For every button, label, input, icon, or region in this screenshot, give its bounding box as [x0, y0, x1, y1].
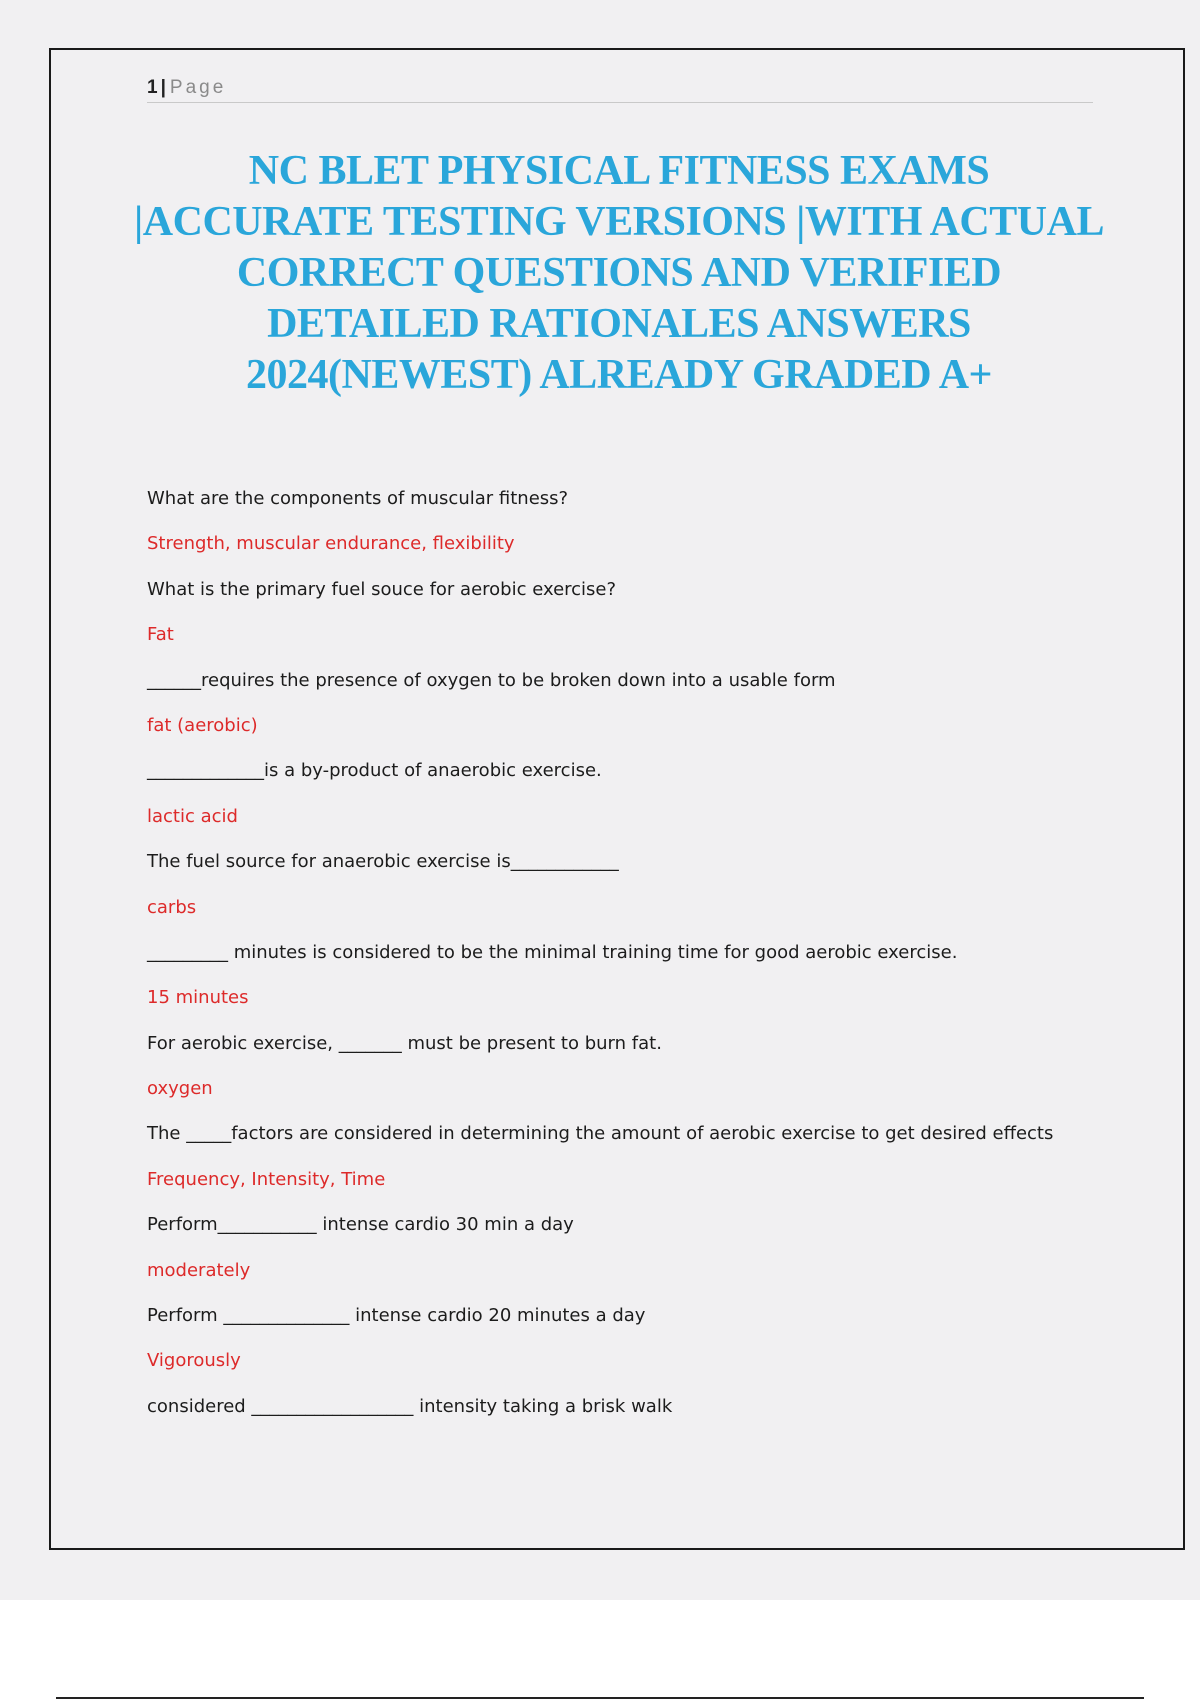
question-11: considered __________________ intensity taking a brisk walk [147, 1395, 673, 1417]
question-1: What are the components of muscular fitness? [147, 488, 569, 509]
question-9: Perform___________ intense cardio 30 min a day [147, 1214, 574, 1236]
page-header [147, 74, 1093, 103]
question-2: What is the primary fuel souce for aerobic exercise? [147, 578, 617, 600]
answer-7: oxygen [147, 1078, 213, 1100]
document-page [49, 48, 1185, 1550]
answer-6: 15 minutes [147, 987, 249, 1009]
answer-1: Strength, muscular endurance, flexibility [147, 533, 515, 555]
answer-9: moderately [147, 1259, 251, 1281]
question-6: _________ minutes is considered to be the minimal training time for good aerobic exercise. [147, 941, 958, 963]
question-4: _____________is a by-product of anaerobic exercise. [147, 760, 602, 782]
answer-8: Frequency, Intensity, Time [147, 1168, 386, 1190]
answer-4: lactic acid [147, 805, 238, 827]
question-10: Perform ______________ intense cardio 20 minutes a day [147, 1305, 646, 1327]
question-5: The fuel source for anaerobic exercise is____________ [147, 851, 619, 873]
answer-2: Fat [147, 624, 174, 646]
page-header-separator: | [160, 77, 166, 98]
page-number: 1 [147, 77, 158, 98]
answer-10: Vigorously [147, 1350, 241, 1372]
next-page-rule [56, 1697, 1144, 1699]
qa-list [147, 487, 1137, 1440]
question-3: ______requires the presence of oxygen to be broken down into a usable form [147, 669, 836, 691]
answer-5: carbs [147, 896, 197, 918]
question-7: For aerobic exercise, _______ must be present to burn fat. [147, 1032, 662, 1054]
page-label: Page [169, 77, 227, 98]
document-title: NC BLET PHYSICAL FITNESS EXAMS |ACCURATE TESTING VERSIONS |WITH ACTUAL CORRECT QUESTIONS AND VERIFIED DETAILED RATIONALES ANSWERS 2024(NEWEST) ALREADY GRADED A+ [134, 148, 1104, 398]
question-8: The _____factors are considered in determining the amount of aerobic exercise to get desired effects [147, 1123, 1054, 1145]
answer-3: fat (aerobic) [147, 714, 258, 736]
